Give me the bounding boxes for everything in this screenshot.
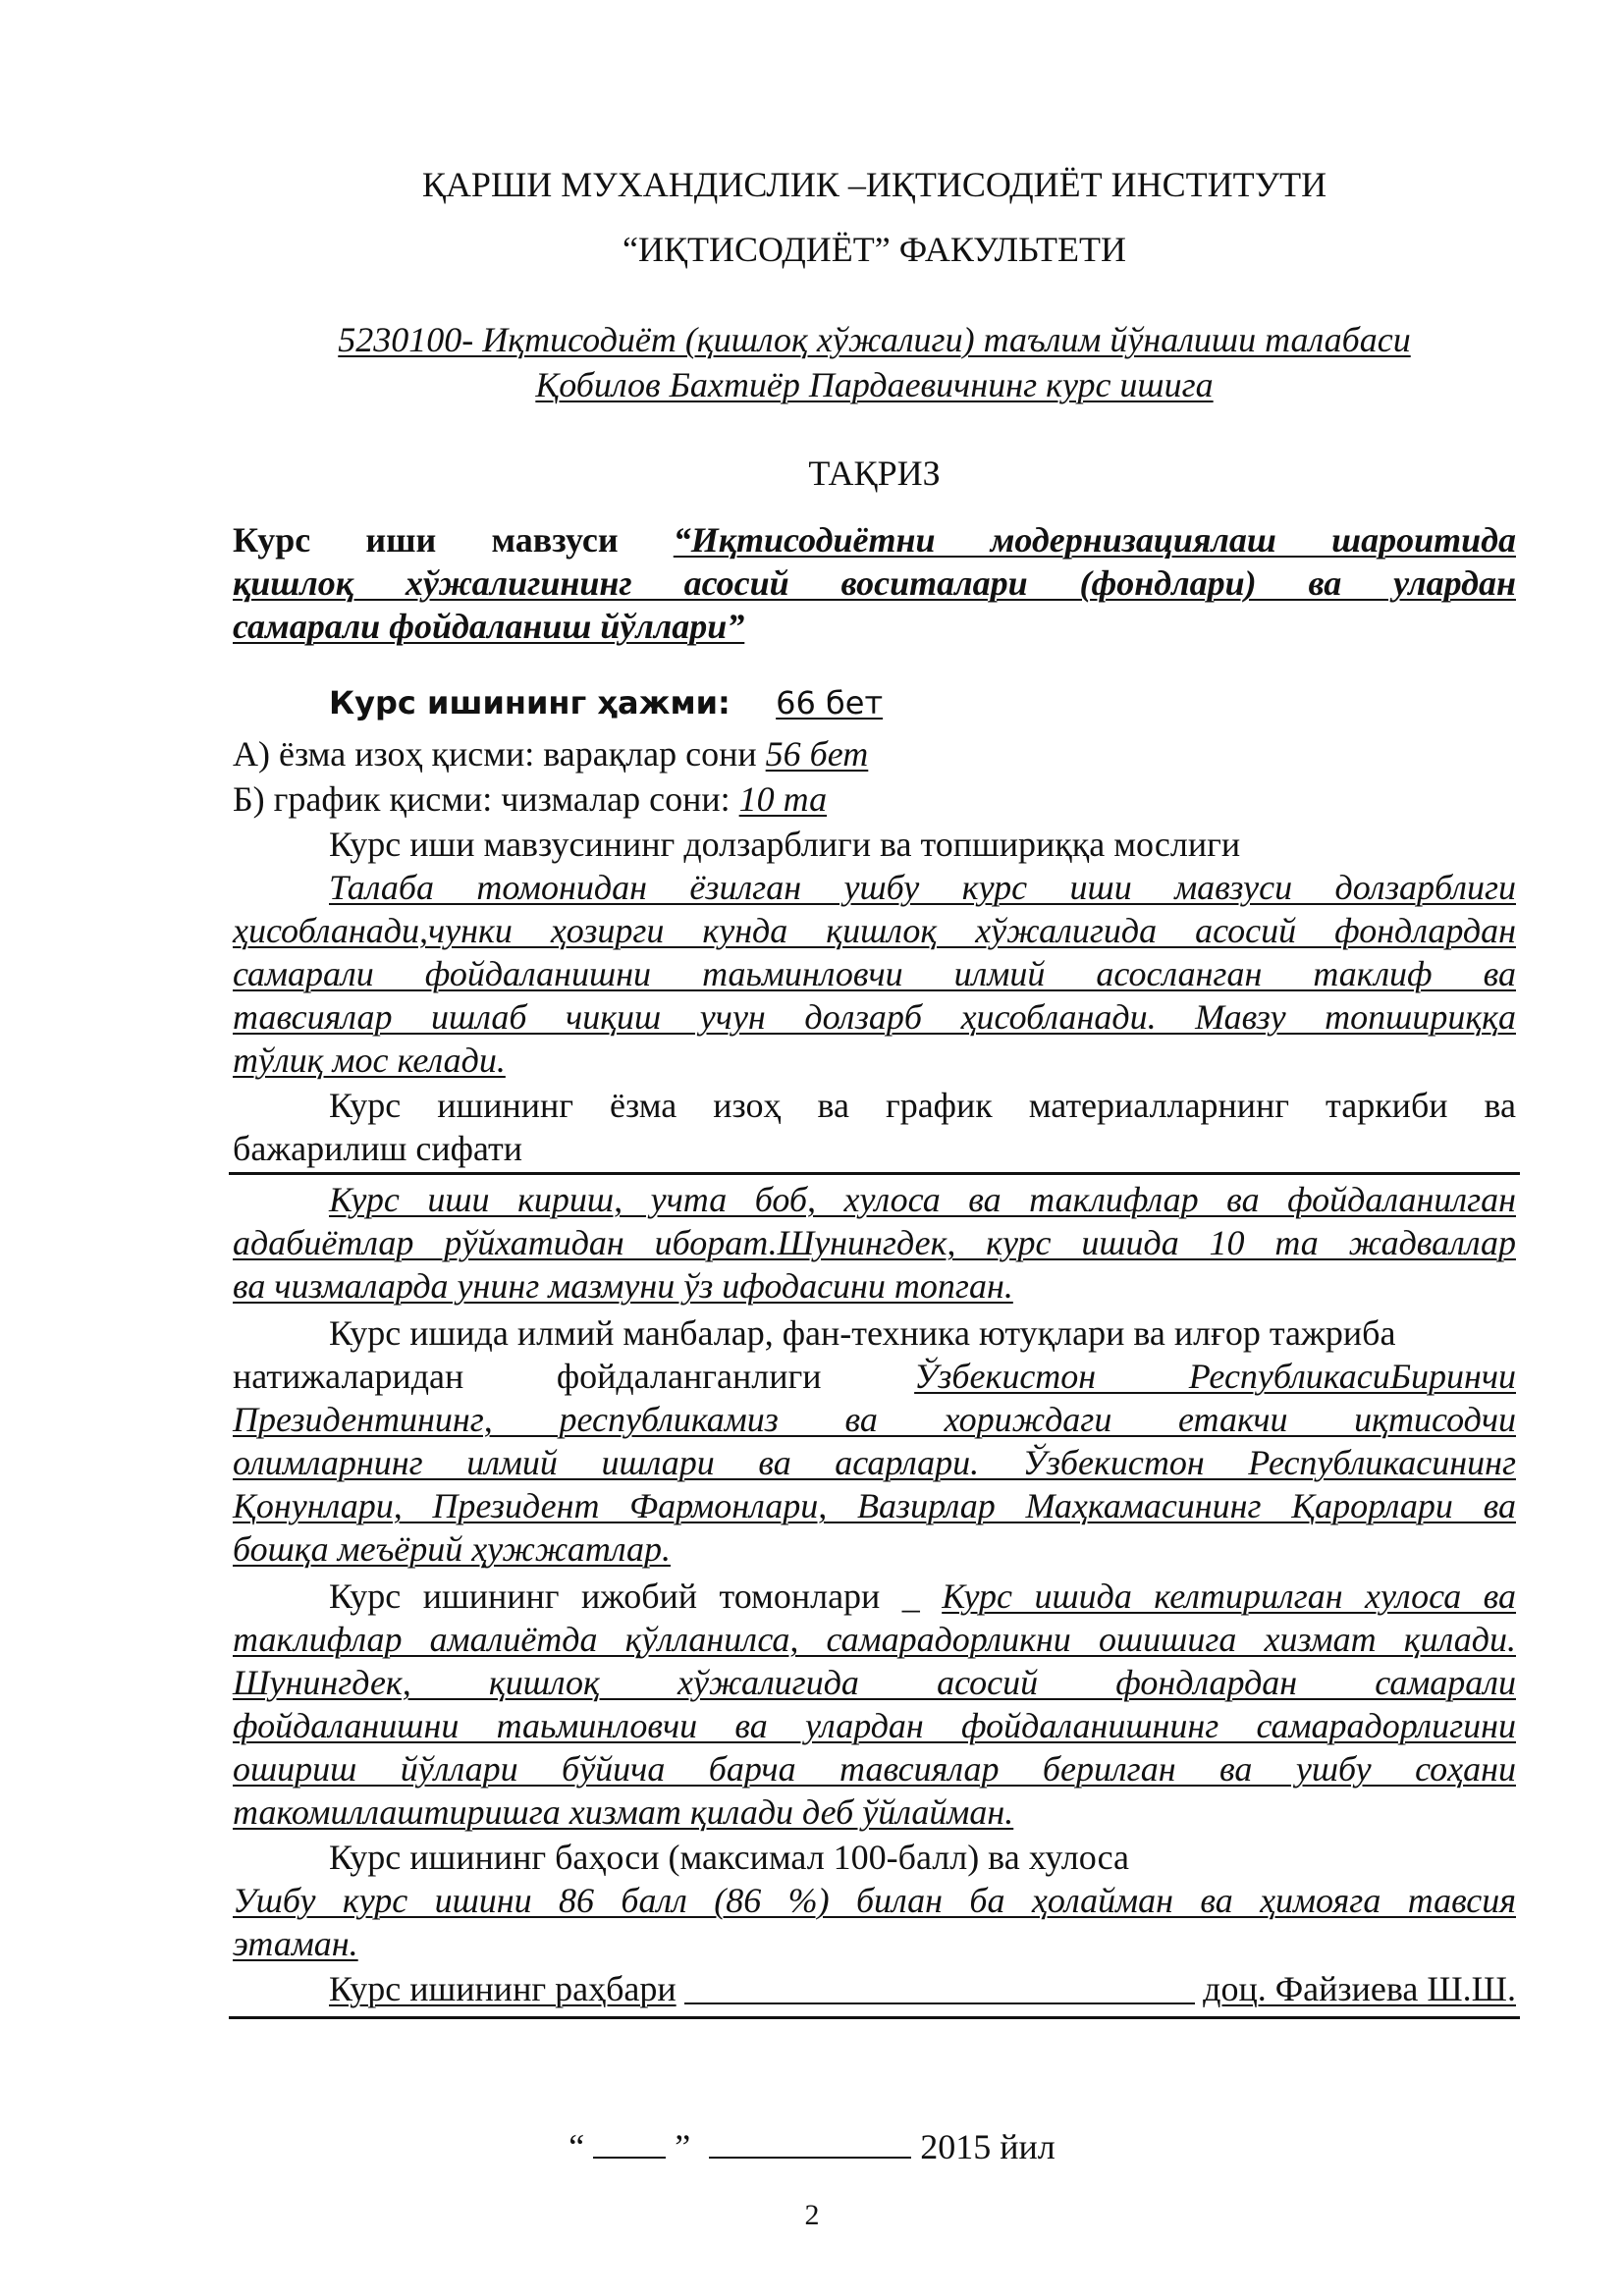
volume-label: Курс ишининг ҳажми: [329,684,731,721]
relevance-line-5: тўлиқ мос келади. [233,1041,506,1080]
sources-line-1: Президентининг, республикамиз ва хориждаги етакчи иқтисодчи [233,1400,1516,1439]
topic-line-3: самарали фойдаланиш йўллари” [233,607,745,646]
quality-line-1: Курс иши кириш, учта боб, хулоса ва таклифлар ва фойдаланилган [329,1180,1516,1219]
date-open-quote: “ [568,2127,585,2166]
part-a-label: А) ёзма изоҳ қисми: варақлар сони [233,734,757,774]
quality-heading-line-1: Курс ишининг ёзма изоҳ ва график материалларнинг таркиби ва [329,1086,1516,1125]
positives-line-1: таклифлар амалиётда қўлланилса, самарадорликни ошишига хизмат қилади. [233,1620,1516,1659]
date-year: 2015 йил [920,2127,1056,2166]
grade-line-1: Ушбу курс ишини 86 балл (86 %) билан ба ҳолайман ва ҳимояга тавсия [233,1881,1516,1920]
topic-label: Курс иши мавзуси [233,520,619,560]
document-title: ТАҚРИЗ [808,454,941,493]
positives-heading-line [329,1575,1516,1618]
positives-line-3: фойдаланишни таьминловчи ва улардан фойдаланишнинг самарадорлигини [233,1706,1516,1745]
sources-heading-italic: Ўзбекистон РеспубликасиБиринчи [914,1357,1516,1396]
positives-line-5: такомиллаштиришга хизмат қилади деб ўйлайман. [233,1792,1014,1832]
quality-heading-line-2: бажарилиш сифати [233,1129,522,1168]
sources-line-3: Қонунлари, Президент Фармонлари, Вазирлар Маҳкамасининг Қарорлари ва [233,1486,1516,1525]
sources-heading-line-2 [233,1355,1516,1398]
volume-line [329,681,1213,724]
positives-line-4: ошириш йўллари бўйича барча тавсиялар берилган ва ушбу соҳани [233,1749,1516,1789]
date-close-quote: ” [675,2127,691,2166]
volume-value: 66 бет [776,684,884,721]
sources-heading-line-1: Курс ишида илмий манбалар, фан-техника ютуқлари ва илғор тажриба [329,1313,1396,1353]
topic-line-2: қишлоқ хўжалигининг асосий воситалари (фондлари) ва улардан [233,563,1516,603]
supervisor-name: доц. Файзиева Ш.Ш. [1203,1969,1516,2008]
positives-heading: Курс ишининг ижобий томонлари _ [329,1576,920,1616]
part-b-label: Б) график қисми: чизмалар сони: [233,779,731,819]
faculty-name: “ИҚТИСОДИЁТ” ФАКУЛЬТЕТИ [623,230,1126,269]
page-number: 2 [804,2199,820,2231]
topic-line-1 [233,518,1516,561]
section-divider [229,1172,1520,1175]
part-a-value: 56 бет [765,734,869,774]
relevance-line-2: ҳисобланади,чунки ҳозирги кунда қишлоқ хўжалигида асосий фондлардан [233,911,1516,950]
positives-first: Курс ишида келтирилган хулоса ва [942,1576,1517,1616]
sources-line-4: бошқа меъёрий ҳужжатлар. [233,1529,671,1569]
sources-heading-plain: натижаларидан фойдаланганлиги [233,1357,822,1396]
quality-line-3: ва чизмаларда унинг мазмуни ўз ифодасини топган. [233,1266,1013,1306]
positives-line-2: Шунингдек, қишлоқ хўжалигида асосий фондлардан самарали [233,1663,1516,1702]
sources-line-2: олимларнинг илмий ишлари ва асарлари. Ўзбекистон Республикасининг [233,1443,1516,1482]
supervisor-label: Курс ишининг раҳбари [329,1969,677,2008]
part-b-value: 10 та [738,779,828,819]
grade-line-2: этаман. [233,1924,358,1963]
topic-title: “Иқтисодиётни модернизациялаш шароитида [673,520,1516,560]
student-direction: 5230100- Иқтисодиёт (қишлоқ хўжалиги) таълим йўналиши талабаси [338,320,1411,359]
relevance-line-1: Талаба томонидан ёзилган ушбу курс иши мавзуси долзарблиги [329,868,1516,907]
part-b-line [233,777,1516,821]
institute-name: ҚАРШИ МУХАНДИСЛИК –ИҚТИСОДИЁТ ИНСТИТУТИ [421,165,1327,204]
relevance-heading: Курс иши мавзусининг долзарблиги ва топшириққа мослиги [329,825,1241,864]
quality-line-2: адабиётлар рўйхатидан иборат.Шунингдек, курс ишида 10 та жадваллар [233,1223,1516,1262]
grade-heading: Курс ишининг баҳоси (максимал 100-балл) ва хулоса [329,1838,1129,1877]
relevance-line-3: самарали фойдаланишни таьминловчи илмий асосланган таклиф ва [233,954,1516,993]
student-name-line: Қобилов Бахтиёр Пардаевичнинг курс ишига [535,365,1214,404]
relevance-line-4: тавсиялар ишлаб чиқиш учун долзарб ҳисобланади. Мавзу топшириққа [233,997,1516,1037]
part-a-line [233,732,1516,775]
